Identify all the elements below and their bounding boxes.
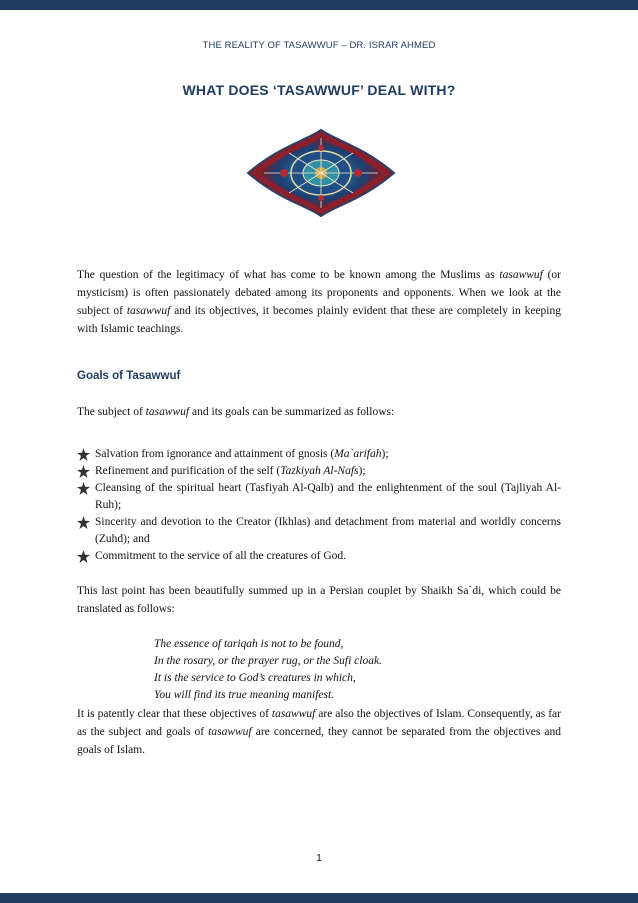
- term-tasawwuf: tasawwuf: [499, 269, 543, 281]
- star-bullet-icon: [77, 516, 90, 529]
- goal-text: Sincerity and devotion to the Creator (Ikhlas) and detachment from material and worldly concerns (Zuhd); and: [95, 516, 561, 545]
- persian-couplet: [154, 636, 382, 704]
- goal-text: Refinement and purification of the self (: [95, 465, 281, 477]
- islamic-ornament-icon: [244, 128, 398, 218]
- intro-text-1: The question of the legitimacy of what has come to be known among the Muslims as: [77, 269, 500, 281]
- goal-text-end: );: [381, 448, 389, 460]
- list-item: [77, 480, 561, 514]
- star-bullet-icon: [77, 465, 90, 478]
- conclusion-text-1: It is patently clear that these objectives of: [77, 708, 272, 720]
- goal-text: Cleansing of the spiritual heart (Tasfiyah Al-Qalb) and the enlightenment of the soul (Tajliyah Al-Ruh);: [95, 482, 561, 511]
- intro-text-3: and its objectives, it becomes plainly evident that these are completely in keeping with Islamic teachings.: [77, 305, 562, 335]
- goal-term: Ma`arifah: [334, 448, 382, 460]
- running-header: THE REALITY OF TASAWWUF – DR. ISRAR AHMED: [202, 40, 436, 51]
- poem-line: You will find its true meaning manifest.: [154, 689, 335, 701]
- goal-term: Tazkiyah Al-Nafs: [280, 465, 359, 477]
- section-heading: Goals of Tasawwuf: [77, 370, 181, 382]
- goal-text: Salvation from ignorance and attainment of gnosis (: [95, 448, 335, 460]
- list-item: [77, 548, 561, 565]
- term-tasawwuf: tasawwuf: [271, 708, 316, 720]
- conclusion-text-3: are concerned, they cannot be separated from the objectives and goals of Islam.: [77, 726, 561, 756]
- poem-line: It is the service to God’s creatures in which,: [154, 672, 356, 684]
- poem-line: The essence of tariqah is not to be found,: [154, 638, 344, 650]
- poem-line: In the rosary, or the prayer rug, or the Sufi cloak.: [154, 655, 382, 667]
- goals-list: [77, 446, 561, 565]
- conclusion-text-2: are also the objectives of Islam. Consequently, as far as the subject and goals of: [77, 708, 561, 738]
- conclusion-paragraph: [77, 705, 561, 759]
- star-bullet-icon: [77, 482, 90, 495]
- page-title: WHAT DOES ‘TASAWWUF’ DEAL WITH?: [182, 82, 456, 98]
- summary-text-1: The subject of: [77, 406, 146, 418]
- term-tasawwuf: tasawwuf: [208, 726, 252, 738]
- couplet-intro-paragraph: This last point has been beautifully summed up in a Persian couplet by Shaikh Sa`di, which could be translated as follows:: [77, 585, 561, 615]
- list-item: [77, 514, 561, 548]
- summary-paragraph: [77, 403, 561, 421]
- goal-text-end: );: [358, 465, 366, 477]
- page-number: 1: [316, 853, 322, 864]
- star-bullet-icon: [77, 448, 90, 461]
- list-item: [77, 446, 561, 463]
- intro-text-2: (or mysticism) is often passionately debated among its proponents and opponents. When we look at the subject of: [77, 269, 561, 317]
- intro-paragraph: [77, 266, 561, 338]
- bottom-border-bar: [0, 893, 638, 903]
- goal-text: Commitment to the service of all the creatures of God.: [95, 550, 347, 562]
- list-item: [77, 463, 561, 480]
- term-tasawwuf: tasawwuf: [145, 406, 190, 418]
- term-tasawwuf: tasawwuf: [126, 305, 171, 317]
- top-border-bar: [0, 0, 638, 10]
- summary-text-2: and its goals can be summarized as follows:: [189, 406, 395, 418]
- star-bullet-icon: [77, 550, 90, 563]
